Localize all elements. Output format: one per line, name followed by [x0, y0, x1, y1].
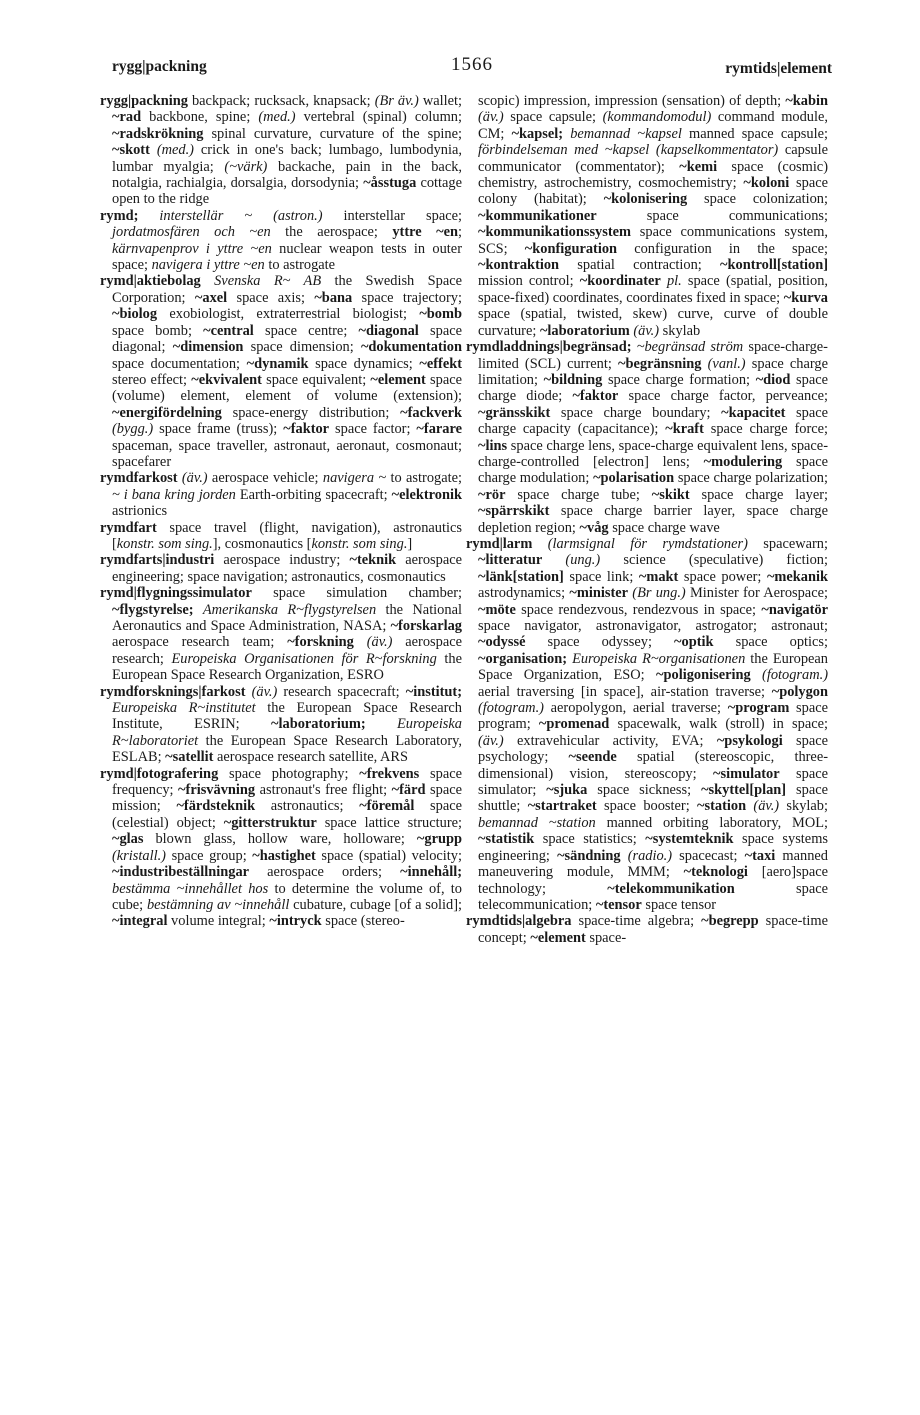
- dictionary-entry: rymdfarkost (äv.) aerospace vehicle; navigera ~ to astrogate; ~ i bana kring jorden Earth-orbiting spacecraft; ~elektronik astrionics: [100, 470, 462, 520]
- dictionary-entry: rymdladdnings|begränsad; ~begränsad ström space-charge-limited (SCL) current; ~begränsning (vanl.) space charge limitation; ~bildning space charge formation; ~diod space charge diode; ~faktor space charge factor, perveance; ~gränsskikt space charge boundary; ~kapacitet space charge capacity (capacitance); ~kraft space charge force; ~lins space charge lens, space-charge equivalent lens, space-charge-controlled [electron] lens; ~modulering space charge modulation; ~polarisation space charge polarization; ~rör space charge tube; ~skikt space charge layer; ~spärrskikt space charge barrier layer, space charge depletion region; ~våg space charge wave: [466, 339, 829, 536]
- left-column: [100, 93, 462, 930]
- dictionary-entry: rymdfart space travel (flight, navigation), astronautics [konstr. som sing.], cosmonautics [konstr. som sing.]: [100, 519, 462, 552]
- running-head: [112, 52, 832, 82]
- right-column: [466, 93, 828, 946]
- dictionary-entry: rymdforsknings|farkost (äv.) research spacecraft; ~institut; Europeiska R~institutet the European Space Research Institute, ESRIN; ~laboratorium; Europeiska R~laboratoriet the European Space Research Laboratory, ESLAB; ~satellit aerospace research satellite, ARS: [100, 683, 462, 766]
- dictionary-entry: rymd|aktiebolag Svenska R~ AB the Swedish Space Corporation; ~axel space axis; ~bana space trajectory; ~biolog exobiologist, extraterrestrial biologist; ~bomb space bomb; ~central space centre; ~diagonal space diagonal; ~dimension space dimension; ~dokumentation space documentation; ~dynamik space dynamics; ~effekt stereo effect; ~ekvivalent space equivalent; ~element space (volume) element, element of volume (extension); ~energifördelning space-energy distribution; ~fackverk (bygg.) space frame (truss); ~faktor space factor; ~farare spaceman, space traveller, astronaut, aeronaut, cosmonaut; spacefarer: [100, 273, 462, 470]
- dictionary-entry: rymd|flygningssimulator space simulation chamber; ~flygstyrelse; Amerikanska R~flygstyrelsen the National Aeronautics and Space Administration, NASA; ~forskarlag aerospace research team; ~forskning (äv.) aerospace research; Europeiska Organisationen för R~forskning the European Space Research Organization, ESRO: [100, 585, 462, 684]
- page-number: 1566: [451, 54, 493, 75]
- dictionary-entry: scopic) impression, impression (sensation) of depth; ~kabin (äv.) space capsule; (kommandomodul) command module, CM; ~kapsel; bemannad ~kapsel manned space capsule; förbindelseman med ~kapsel (kapselkommentator) capsule communicator (commentator); ~kemi space (cosmic) chemistry, astrochemistry, cosmochemistry; ~koloni space colony (habitat); ~kolonisering space colonization; ~kommunikationer space communications; ~kommunikationssystem space communications system, SCS; ~konfiguration configuration in the space; ~kontraktion spatial contraction; ~kontroll[station] mission control; ~koordinater pl. space (spatial, position, space-fixed) coordinates, coordinates fixed in space; ~kurva space (spatial, twisted, skew) curve, curve of double curvature; ~laboratorium (äv.) skylab: [478, 93, 828, 339]
- dictionary-entry: rymdtids|algebra space-time algebra; ~begrepp space-time concept; ~element space-: [466, 913, 828, 946]
- header-right-guideword: rymtids|element: [725, 60, 832, 77]
- dictionary-entry: rymd; interstellär ~ (astron.) interstellar space; jordatmosfären och ~en the aerospace; yttre ~en; kärnvapenprov i yttre ~en nuclear weapon tests in outer space; navigera i yttre ~en to astrogate: [100, 207, 462, 274]
- dictionary-entry: rygg|packning backpack; rucksack, knapsack; (Br äv.) wallet; ~rad backbone, spine; (med.) vertebral (spinal) column; ~radskrökning spinal curvature, curvature of the spine; ~skott (med.) crick in one's back; lumbago, lumbodynia, lumbar myalgia; (~värk) backache, pain in the back, notalgia, rachialgia, dorsalgia, dorsodynia; ~åsstuga cottage open to the ridge: [100, 93, 463, 208]
- dictionary-entry: rymd|fotografering space photography; ~frekvens space frequency; ~frisvävning astronaut's free flight; ~färd space mission; ~färdsteknik astronautics; ~föremål space (celestial) object; ~gitterstruktur space lattice structure; ~glas blown glass, hollow ware, holloware; ~grupp (kristall.) space group; ~hastighet space (spatial) velocity; ~industribeställningar aerospace orders; ~innehåll; bestämma ~innehållet hos to determine the volume of, to cube; bestämning av ~innehåll cubature, cubage [of a solid]; ~integral volume integral; ~intryck space (stereo-: [100, 765, 463, 930]
- header-left-guideword: rygg|packning: [112, 58, 207, 75]
- dictionary-entry: rymdfarts|industri aerospace industry; ~teknik aerospace engineering; space navigation; astronautics, cosmonautics: [100, 552, 462, 585]
- dictionary-entry: rymd|larm (larmsignal för rymdstationer) spacewarn; ~litteratur (ung.) science (speculative) fiction; ~länk[station] space link; ~makt space power; ~mekanik astrodynamics; ~minister (Br ung.) Minister for Aerospace; ~möte space rendezvous, rendezvous in space; ~navigatör space navigator, astronavigator, astrogator; astronaut; ~odyssé space odyssey; ~optik space optics; ~organisation; Europeiska R~organisationen the European Space Organization, ESO; ~poligonisering (fotogram.) aerial traversing [in space], air-station traverse; ~polygon (fotogram.) aeropolygon, aerial traverse; ~program space program; ~promenad spacewalk, walk (stroll) in space; (äv.) extravehicular activity, EVA; ~psykologi space psychology; ~seende spatial (stereoscopic, three-dimensional) vision, stereoscopy; ~simulator space simulator; ~sjuka space sickness; ~skyttel[plan] space shuttle; ~startraket space booster; ~station (äv.) skylab; bemannad ~station manned orbiting laboratory, MOL; ~statistik space statistics; ~systemteknik space systems engineering; ~sändning (radio.) spacecast; ~taxi manned maneuvering module, MMM; ~teknologi [aero]space technology; ~telekommunikation space telecommunication; ~tensor space tensor: [466, 535, 829, 913]
